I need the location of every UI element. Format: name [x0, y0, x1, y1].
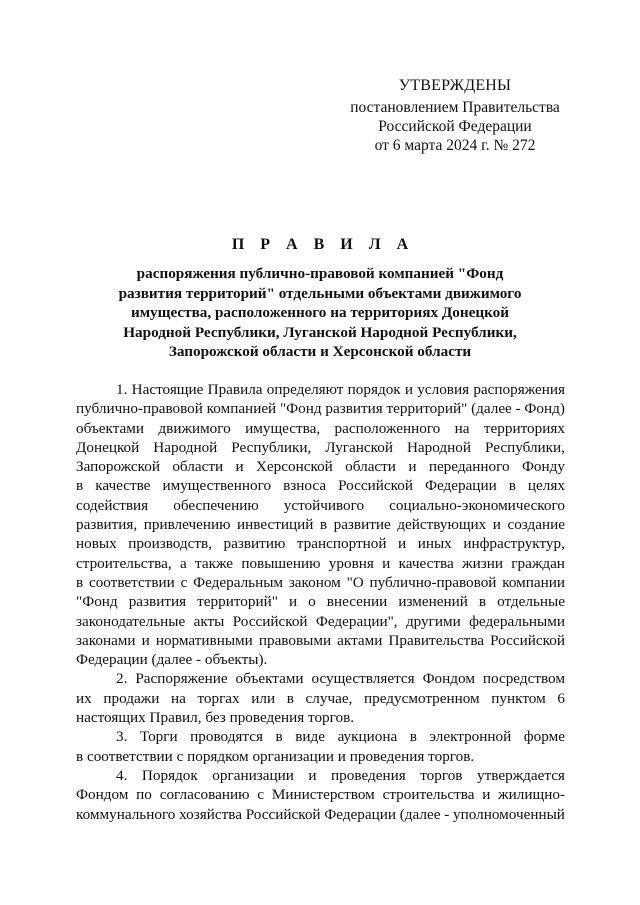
word: - — [444, 805, 450, 823]
word: другими — [405, 612, 461, 630]
word: переданного — [428, 458, 510, 476]
word: проводятся — [190, 728, 263, 746]
word: Федерации — [324, 805, 397, 823]
paragraph-p3 — [76, 727, 565, 766]
word: Правительства — [388, 631, 485, 649]
word: инвестиций — [237, 516, 314, 534]
paragraph-line — [76, 766, 565, 785]
paragraph-line — [76, 785, 565, 804]
word: Республики, — [231, 438, 312, 456]
word: и — [141, 631, 150, 649]
word: содействия — [76, 496, 149, 514]
word: на — [170, 689, 186, 707]
word: 1. — [116, 381, 128, 398]
word: Донецкой — [76, 438, 140, 456]
word: компанией — [206, 400, 277, 418]
word: социально-экономического — [389, 496, 565, 514]
word: (далее — [471, 400, 512, 418]
word: области — [172, 458, 224, 476]
word: электронной — [429, 728, 512, 746]
word: торгов — [420, 766, 463, 784]
word: 4. — [116, 766, 128, 784]
word: Республики, — [484, 438, 565, 456]
word: правовыми — [258, 631, 332, 649]
word: 6 — [557, 689, 565, 707]
word: уполномоченный — [453, 805, 565, 823]
word: соответствии — [88, 573, 175, 591]
word: имущества, — [245, 419, 321, 437]
word: и — [482, 786, 491, 804]
paragraph-p4 — [76, 766, 565, 824]
paragraph-line — [76, 457, 565, 476]
word: Фонд) — [524, 400, 565, 418]
word: 2. — [116, 670, 128, 688]
document-body — [76, 380, 565, 824]
word: строительства, — [76, 554, 172, 572]
word: Настоящие — [131, 381, 204, 398]
word: повышению — [241, 554, 321, 572]
word: форме — [523, 728, 565, 746]
word: Народной — [406, 438, 471, 456]
word: целях — [527, 477, 565, 495]
paragraph-line — [76, 380, 565, 399]
word: осуществляется — [311, 670, 415, 688]
word: также — [195, 554, 234, 572]
word: предусмотренном — [364, 689, 480, 707]
paragraph-line — [76, 399, 565, 418]
word: на — [454, 419, 470, 437]
word: движимого — [158, 419, 231, 437]
word: области — [345, 458, 396, 476]
word: качества — [398, 554, 454, 572]
word: в — [319, 516, 328, 534]
word: Российской — [245, 805, 321, 823]
word: объектами — [76, 419, 145, 437]
word: развития, — [76, 516, 138, 534]
word: в — [76, 477, 84, 495]
word: Федеральным — [193, 573, 284, 591]
word: изменений — [398, 593, 468, 611]
word: и — [398, 535, 407, 553]
word: и — [382, 554, 391, 572]
word: взноса — [283, 477, 327, 495]
paragraph-line — [76, 554, 565, 573]
word: Российской — [490, 631, 565, 649]
word: в — [478, 593, 487, 611]
paragraph-line — [76, 612, 565, 631]
word: Луганской — [325, 438, 393, 456]
word: Российской — [232, 612, 308, 630]
approval-stamp: УТВЕРЖДЕНЫ — [398, 77, 512, 94]
word: аукциона — [337, 728, 398, 746]
word: распоряжения — [473, 381, 565, 398]
subtitle-line: Запорожской области и Херсонской области — [168, 343, 472, 360]
word: строительства — [382, 786, 475, 804]
approval-line: постановлением Правительства — [350, 99, 560, 116]
subtitle-line: Народной Республики, Луганской Народной Республики, — [123, 323, 517, 341]
paragraph-line — [76, 592, 565, 611]
word: Федерации", — [315, 612, 398, 630]
paragraph-line — [76, 476, 565, 495]
word: "Фонд — [76, 593, 118, 611]
word: порядок — [347, 381, 401, 398]
word: жизни — [462, 554, 503, 572]
word: действующих — [397, 516, 487, 534]
word: устойчивого — [283, 496, 365, 514]
word: с — [257, 786, 265, 804]
word: качестве — [95, 477, 151, 495]
word: или — [251, 689, 276, 707]
paragraph-last-line: Федерации (далее - объекты). — [76, 651, 268, 669]
word: торгах — [197, 689, 240, 707]
paragraph-line — [76, 689, 565, 708]
word: хозяйства — [179, 805, 242, 823]
word: Федерации — [424, 477, 497, 495]
word: продажи — [103, 689, 160, 707]
word: - — [515, 400, 521, 418]
word: нормативными — [155, 631, 253, 649]
word: Министерством — [271, 786, 375, 804]
word: уровня — [328, 554, 374, 572]
word: Фондом — [76, 786, 129, 804]
approval-block — [330, 76, 580, 155]
word: определяют — [266, 381, 344, 398]
word: и — [308, 766, 317, 784]
word: проведения — [331, 766, 406, 784]
word: законами — [76, 631, 136, 649]
subtitle-line: имущества, расположенного на территориях Донецкой — [130, 304, 510, 321]
paragraph-line — [76, 515, 565, 534]
word: условия — [417, 381, 470, 398]
word: производств, — [128, 535, 212, 553]
word: их — [76, 689, 92, 707]
document-heading — [110, 236, 530, 362]
word: иных — [417, 535, 452, 553]
word: 3. — [116, 728, 128, 746]
word: пунктом — [491, 689, 546, 707]
word: Фонду — [521, 458, 565, 476]
word: и — [492, 516, 501, 534]
word: Распоряжение — [135, 670, 228, 688]
word: расположенного — [334, 419, 441, 437]
subtitle-line: развития территорий" отдельными объектами движимого — [118, 284, 522, 302]
paragraph-last-line: в соответствии с порядком организации и проведения торгов. — [76, 747, 475, 765]
word: Торги — [139, 728, 178, 746]
word: Херсонской — [255, 458, 333, 476]
word: Фондом — [422, 670, 475, 688]
word: в — [76, 573, 84, 591]
word: объектами — [235, 670, 304, 688]
word: акты — [193, 612, 225, 630]
word: территорий" — [386, 400, 468, 418]
word: организации — [212, 766, 294, 784]
word: развития — [325, 400, 383, 418]
word: создание — [507, 516, 565, 534]
word: территорий" — [197, 593, 278, 611]
word: Народной — [153, 438, 218, 456]
word: а — [179, 554, 187, 572]
paragraph-line — [76, 669, 565, 688]
word: в — [275, 728, 283, 746]
word: согласованию — [159, 786, 250, 804]
word: виде — [295, 728, 326, 746]
word: и — [288, 593, 298, 611]
word: в — [409, 728, 417, 746]
word: (далее — [399, 805, 441, 823]
approval-line: Российской Федерации — [378, 118, 532, 135]
word: публично-правовой — [369, 573, 497, 591]
word: граждан — [511, 554, 565, 572]
paragraph-line — [76, 438, 565, 457]
word: случае, — [305, 689, 353, 707]
word: Порядок — [141, 766, 198, 784]
paragraph-p1 — [76, 380, 565, 669]
word: законом — [288, 573, 341, 591]
word: и — [404, 381, 414, 398]
word: Правила — [207, 381, 263, 398]
word: развитию — [223, 535, 286, 553]
paragraph-line — [76, 496, 565, 515]
word: по — [136, 786, 152, 804]
word: о — [308, 593, 316, 611]
word: отдельные — [497, 593, 565, 611]
word: развитие — [333, 516, 391, 534]
word: Российской — [338, 477, 413, 495]
word: утверждается — [477, 766, 565, 784]
word: в — [508, 477, 516, 495]
word: "Фонд — [279, 400, 322, 418]
paragraph-p2 — [76, 669, 565, 727]
word: федеральными — [469, 612, 565, 630]
word: развития — [128, 593, 187, 611]
word: с — [180, 573, 188, 591]
word: и — [235, 458, 244, 476]
word: публично-правовой — [76, 400, 203, 418]
paragraph-line — [76, 419, 565, 438]
paragraph-line — [76, 727, 565, 746]
word: коммунального — [76, 805, 176, 823]
paragraph-line — [76, 631, 565, 650]
word: в — [286, 689, 294, 707]
word: имущественного — [162, 477, 272, 495]
document-subtitle — [110, 264, 530, 362]
paragraph-line — [76, 573, 565, 592]
document-title: П Р А В И Л А — [231, 236, 415, 253]
word: актами — [337, 631, 383, 649]
word: компании — [502, 573, 565, 591]
subtitle-line: распоряжения публично-правовой компанией "Фонд — [136, 265, 504, 282]
word: жилищно- — [498, 786, 565, 804]
word: Запорожской — [76, 458, 160, 476]
word: транспортной — [296, 535, 387, 553]
word: инфраструктур, — [463, 535, 565, 553]
word: привлечению — [143, 516, 231, 534]
word: обеспечению — [173, 496, 259, 514]
paragraph-last-line: настоящих Правил, без проведения торгов. — [76, 709, 355, 727]
word: внесении — [326, 593, 388, 611]
word: и — [408, 458, 417, 476]
word: посредством — [482, 670, 565, 688]
word: "О — [346, 573, 364, 591]
paragraph-line — [76, 534, 565, 553]
word: новых — [76, 535, 117, 553]
word: законодательные — [76, 612, 186, 630]
paragraph-line — [76, 805, 565, 824]
approval-date: от 6 марта 2024 г. № 272 — [374, 137, 536, 154]
word: территориях — [483, 419, 565, 437]
